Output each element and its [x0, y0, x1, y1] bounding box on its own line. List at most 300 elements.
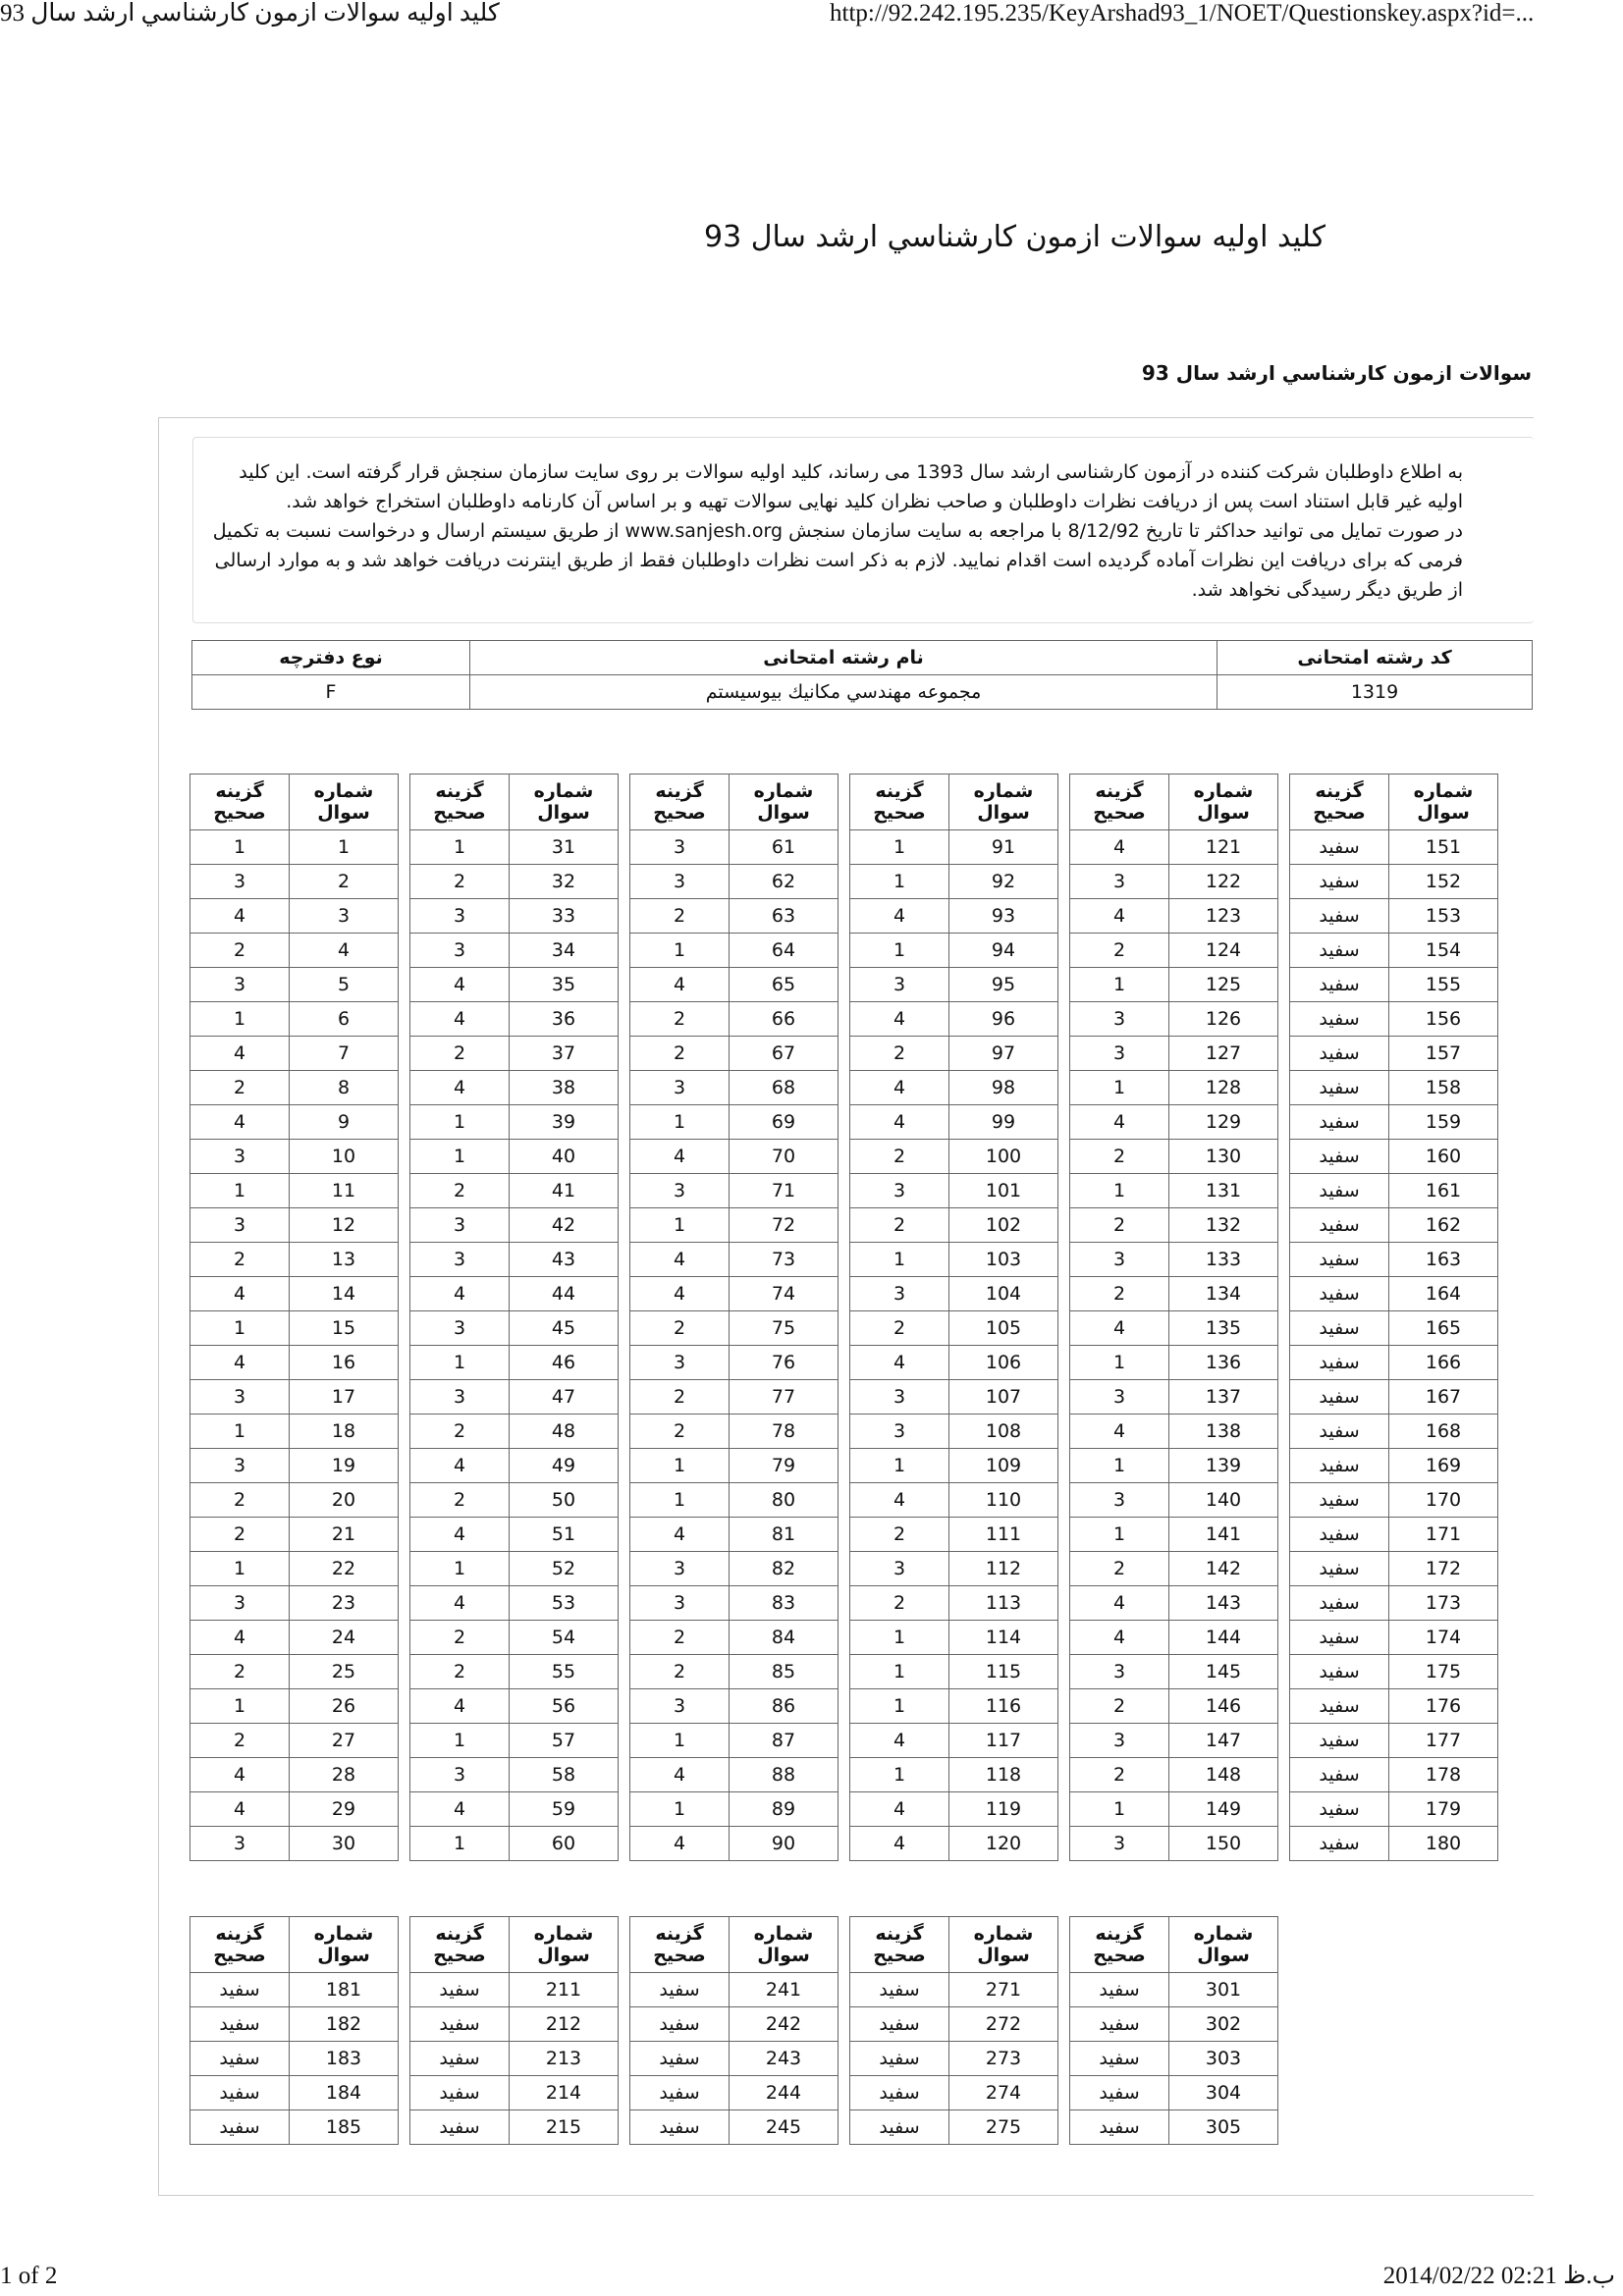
- answer-row: [1070, 934, 1278, 968]
- answer-row: [410, 1483, 619, 1518]
- correct-option: 2: [1070, 934, 1169, 968]
- correct-option: سفید: [1290, 1827, 1389, 1861]
- answer-block-2: [409, 774, 619, 1861]
- answer-row: [1290, 1140, 1498, 1174]
- correct-option: سفید: [1290, 1311, 1389, 1346]
- correct-option: 4: [1070, 1586, 1169, 1621]
- question-number: 53: [510, 1586, 619, 1621]
- answer-row: [1070, 1724, 1278, 1758]
- question-number: 148: [1169, 1758, 1278, 1792]
- question-number: 164: [1389, 1277, 1498, 1311]
- answer-row: [850, 2007, 1058, 2042]
- correct-option: 2: [410, 1037, 510, 1071]
- question-number: 58: [510, 1758, 619, 1792]
- answer-row: [410, 968, 619, 1002]
- question-number: 97: [949, 1037, 1058, 1071]
- answer-row: [630, 1415, 839, 1449]
- question-number: 140: [1169, 1483, 1278, 1518]
- question-number: 51: [510, 1518, 619, 1552]
- answer-row: [630, 1689, 839, 1724]
- correct-option: 4: [190, 1621, 290, 1655]
- question-number: 14: [290, 1277, 399, 1311]
- question-number: 132: [1169, 1208, 1278, 1243]
- correct-option: 3: [850, 968, 949, 1002]
- answer-row: [190, 2076, 399, 2110]
- answer-row: [190, 1002, 399, 1037]
- correct-option: 2: [410, 1415, 510, 1449]
- correct-option: 3: [410, 934, 510, 968]
- correct-option: 1: [630, 1449, 730, 1483]
- correct-option: سفید: [850, 1973, 949, 2007]
- question-number: 302: [1169, 2007, 1278, 2042]
- answer-row: [190, 1105, 399, 1140]
- answer-row: [1070, 2042, 1278, 2076]
- question-number: 61: [730, 830, 839, 865]
- question-number: 37: [510, 1037, 619, 1071]
- answer-row: [850, 2076, 1058, 2110]
- question-number: 45: [510, 1311, 619, 1346]
- answer-block-6: [1289, 774, 1498, 1861]
- question-number: 47: [510, 1380, 619, 1415]
- correct-option: سفید: [1070, 2076, 1169, 2110]
- question-number: 110: [949, 1483, 1058, 1518]
- correct-option: 3: [410, 1380, 510, 1415]
- question-number: 119: [949, 1792, 1058, 1827]
- question-number: 99: [949, 1105, 1058, 1140]
- correct-option: 3: [410, 1758, 510, 1792]
- correct-option: سفید: [410, 2042, 510, 2076]
- correct-option: 3: [630, 1552, 730, 1586]
- answer-row: [410, 1037, 619, 1071]
- correct-option: 3: [190, 1140, 290, 1174]
- question-number: 77: [730, 1380, 839, 1415]
- answer-row: [630, 899, 839, 934]
- answer-row: [190, 968, 399, 1002]
- question-number: 111: [949, 1518, 1058, 1552]
- correct-option: 1: [410, 1724, 510, 1758]
- correct-option: 2: [190, 1243, 290, 1277]
- correct-option: 3: [630, 1586, 730, 1621]
- question-number: 7: [290, 1037, 399, 1071]
- question-number: 153: [1389, 899, 1498, 934]
- answer-row: [850, 1758, 1058, 1792]
- question-number: 144: [1169, 1621, 1278, 1655]
- question-number: 112: [949, 1552, 1058, 1586]
- question-number: 69: [730, 1105, 839, 1140]
- answer-row: [630, 1002, 839, 1037]
- answer-block-4: [849, 774, 1058, 1861]
- question-number: 93: [949, 899, 1058, 934]
- correct-option: سفید: [1290, 1037, 1389, 1071]
- question-number: 149: [1169, 1792, 1278, 1827]
- question-number: 125: [1169, 968, 1278, 1002]
- header-correct-option: گزینه صحیح: [410, 774, 510, 830]
- answer-row: [190, 1973, 399, 2007]
- question-number: 123: [1169, 899, 1278, 934]
- correct-option: 1: [850, 1689, 949, 1724]
- question-number: 31: [510, 830, 619, 865]
- answer-row: [850, 1449, 1058, 1483]
- answer-row: [190, 1415, 399, 1449]
- question-number: 152: [1389, 865, 1498, 899]
- correct-option: 4: [850, 1724, 949, 1758]
- header-correct-option: گزینه صحیح: [410, 1917, 510, 1973]
- question-number: 213: [510, 2042, 619, 2076]
- answer-row: [630, 1071, 839, 1105]
- question-number: 57: [510, 1724, 619, 1758]
- notice-paragraph-1: به اطلاع داوطلبان شرکت کننده در آزمون کارشناسی ارشد سال 1393 می رساند، کلید اولیه سوالات بر روی سایت سازمان سنجش قرار گرفته است. این کلید اولیه غیر قابل استناد است پس از دریافت نظرات داوطلبان و صاحب نظران کلید نهایی سوالات تهیه و بر اساس آن کارنامه داوطلبان استخراج خواهد شد.: [239, 461, 1463, 512]
- question-number: 105: [949, 1311, 1058, 1346]
- correct-option: 4: [1070, 899, 1169, 934]
- correct-option: 1: [630, 1483, 730, 1518]
- answer-row: [630, 1140, 839, 1174]
- question-number: 88: [730, 1758, 839, 1792]
- correct-option: 2: [1070, 1689, 1169, 1724]
- answer-row: [1290, 1105, 1498, 1140]
- correct-option: 2: [410, 1621, 510, 1655]
- answer-row: [190, 1655, 399, 1689]
- answer-row: [1070, 1621, 1278, 1655]
- question-number: 120: [949, 1827, 1058, 1861]
- answer-row: [1290, 934, 1498, 968]
- question-number: 158: [1389, 1071, 1498, 1105]
- answer-block-9: [629, 1916, 839, 2145]
- answer-row: [1070, 2110, 1278, 2145]
- header-question-number: شماره سوال: [290, 774, 399, 830]
- correct-option: 3: [190, 1449, 290, 1483]
- correct-option: 3: [410, 1311, 510, 1346]
- answer-row: [190, 1827, 399, 1861]
- question-number: 139: [1169, 1449, 1278, 1483]
- answer-row: [1290, 1621, 1498, 1655]
- question-number: 172: [1389, 1552, 1498, 1586]
- correct-option: 3: [1070, 1037, 1169, 1071]
- answer-row: [190, 1071, 399, 1105]
- answer-row: [1290, 1071, 1498, 1105]
- question-number: 133: [1169, 1243, 1278, 1277]
- question-number: 2: [290, 865, 399, 899]
- correct-option: 1: [850, 1449, 949, 1483]
- answer-row: [630, 1311, 839, 1346]
- correct-option: 3: [630, 1071, 730, 1105]
- header-question-number: شماره سوال: [949, 1917, 1058, 1973]
- question-number: 83: [730, 1586, 839, 1621]
- answer-row: [1070, 1483, 1278, 1518]
- answer-block-5: [1069, 774, 1278, 1861]
- correct-option: 4: [190, 1277, 290, 1311]
- correct-option: 1: [410, 1346, 510, 1380]
- answer-row: [1070, 1973, 1278, 2007]
- correct-option: 1: [1070, 1071, 1169, 1105]
- question-number: 84: [730, 1621, 839, 1655]
- correct-option: سفید: [1290, 830, 1389, 865]
- correct-option: 2: [1070, 1758, 1169, 1792]
- header-exam-name: نام رشته امتحانی: [470, 641, 1217, 675]
- answer-row: [1070, 1105, 1278, 1140]
- question-number: 89: [730, 1792, 839, 1827]
- question-number: 303: [1169, 2042, 1278, 2076]
- question-number: 16: [290, 1346, 399, 1380]
- answer-block-8: [409, 1916, 619, 2145]
- correct-option: سفید: [1290, 1792, 1389, 1827]
- correct-option: 2: [630, 1311, 730, 1346]
- question-number: 104: [949, 1277, 1058, 1311]
- question-number: 151: [1389, 830, 1498, 865]
- question-number: 305: [1169, 2110, 1278, 2145]
- answer-row: [630, 1724, 839, 1758]
- answer-row: [190, 1174, 399, 1208]
- answer-block-7: [189, 1916, 399, 2145]
- answer-row: [850, 1105, 1058, 1140]
- correct-option: 3: [190, 1586, 290, 1621]
- question-number: 214: [510, 2076, 619, 2110]
- answer-row: [410, 1724, 619, 1758]
- question-number: 176: [1389, 1689, 1498, 1724]
- question-number: 184: [290, 2076, 399, 2110]
- correct-option: سفید: [1290, 1002, 1389, 1037]
- question-number: 124: [1169, 934, 1278, 968]
- correct-option: 1: [850, 934, 949, 968]
- correct-option: 3: [1070, 1724, 1169, 1758]
- question-number: 24: [290, 1621, 399, 1655]
- question-number: 244: [730, 2076, 839, 2110]
- question-number: 12: [290, 1208, 399, 1243]
- correct-option: سفید: [1290, 1346, 1389, 1380]
- answer-row: [410, 1415, 619, 1449]
- question-number: 179: [1389, 1792, 1498, 1827]
- header-question-number: شماره سوال: [510, 774, 619, 830]
- question-number: 70: [730, 1140, 839, 1174]
- question-number: 36: [510, 1002, 619, 1037]
- correct-option: 1: [1070, 1518, 1169, 1552]
- answer-row: [1070, 2076, 1278, 2110]
- question-number: 76: [730, 1346, 839, 1380]
- question-number: 211: [510, 1973, 619, 2007]
- answer-row: [850, 830, 1058, 865]
- question-number: 5: [290, 968, 399, 1002]
- correct-option: 2: [630, 1037, 730, 1071]
- answer-row: [1290, 899, 1498, 934]
- question-number: 86: [730, 1689, 839, 1724]
- question-number: 271: [949, 1973, 1058, 2007]
- answer-row: [630, 1586, 839, 1621]
- correct-option: 4: [190, 1792, 290, 1827]
- answer-row: [410, 865, 619, 899]
- question-number: 9: [290, 1105, 399, 1140]
- correct-option: 3: [410, 1208, 510, 1243]
- question-number: 27: [290, 1724, 399, 1758]
- answer-row: [850, 1243, 1058, 1277]
- header-question-number: شماره سوال: [730, 774, 839, 830]
- answer-row: [1070, 2007, 1278, 2042]
- correct-option: 4: [1070, 830, 1169, 865]
- answer-row: [850, 1792, 1058, 1827]
- correct-option: 1: [410, 830, 510, 865]
- question-number: 42: [510, 1208, 619, 1243]
- answer-row: [190, 1380, 399, 1415]
- answer-row: [410, 1449, 619, 1483]
- question-number: 106: [949, 1346, 1058, 1380]
- question-number: 81: [730, 1518, 839, 1552]
- question-number: 173: [1389, 1586, 1498, 1621]
- correct-option: 2: [630, 1002, 730, 1037]
- correct-option: 4: [410, 968, 510, 1002]
- correct-option: 4: [410, 1689, 510, 1724]
- correct-option: سفید: [1290, 934, 1389, 968]
- correct-option: 1: [1070, 1174, 1169, 1208]
- correct-option: سفید: [1290, 1518, 1389, 1552]
- answer-block-3: [629, 774, 839, 1861]
- answer-row: [850, 968, 1058, 1002]
- answer-row: [1070, 1243, 1278, 1277]
- answer-row: [410, 1243, 619, 1277]
- correct-option: سفید: [630, 2042, 730, 2076]
- answer-row: [1070, 1792, 1278, 1827]
- question-number: 54: [510, 1621, 619, 1655]
- answer-row: [630, 2007, 839, 2042]
- correct-option: 4: [630, 1277, 730, 1311]
- answer-row: [190, 1724, 399, 1758]
- answer-row: [850, 1346, 1058, 1380]
- correct-option: سفید: [410, 2007, 510, 2042]
- correct-option: 1: [410, 1552, 510, 1586]
- question-number: 44: [510, 1277, 619, 1311]
- answer-row: [190, 899, 399, 934]
- correct-option: 2: [190, 1655, 290, 1689]
- question-number: 159: [1389, 1105, 1498, 1140]
- answer-row: [1070, 1689, 1278, 1724]
- correct-option: 2: [630, 1655, 730, 1689]
- question-number: 59: [510, 1792, 619, 1827]
- answer-row: [630, 865, 839, 899]
- correct-option: 1: [1070, 1346, 1169, 1380]
- question-number: 137: [1169, 1380, 1278, 1415]
- question-number: 19: [290, 1449, 399, 1483]
- question-number: 160: [1389, 1140, 1498, 1174]
- answer-row: [850, 1415, 1058, 1449]
- correct-option: 2: [630, 899, 730, 934]
- correct-option: سفید: [1290, 1552, 1389, 1586]
- question-number: 55: [510, 1655, 619, 1689]
- correct-option: 3: [850, 1174, 949, 1208]
- answer-row: [190, 1586, 399, 1621]
- question-number: 4: [290, 934, 399, 968]
- correct-option: سفید: [1290, 1758, 1389, 1792]
- header-correct-option: گزینه صحیح: [850, 1917, 949, 1973]
- answer-row: [850, 1037, 1058, 1071]
- correct-option: 4: [630, 1758, 730, 1792]
- answer-row: [850, 1621, 1058, 1655]
- answer-row: [410, 1655, 619, 1689]
- question-number: 215: [510, 2110, 619, 2145]
- correct-option: سفید: [1290, 1415, 1389, 1449]
- answer-row: [1290, 1689, 1498, 1724]
- correct-option: 4: [190, 899, 290, 934]
- answer-row: [850, 1071, 1058, 1105]
- answer-row: [410, 2042, 619, 2076]
- answer-row: [410, 830, 619, 865]
- answer-row: [410, 2007, 619, 2042]
- correct-option: سفید: [1290, 1174, 1389, 1208]
- correct-option: 3: [630, 1689, 730, 1724]
- question-number: 185: [290, 2110, 399, 2145]
- answer-row: [190, 2007, 399, 2042]
- correct-option: سفید: [850, 2042, 949, 2076]
- answer-row: [1290, 1311, 1498, 1346]
- correct-option: سفید: [190, 2007, 290, 2042]
- question-number: 13: [290, 1243, 399, 1277]
- question-number: 168: [1389, 1415, 1498, 1449]
- answer-row: [630, 1037, 839, 1071]
- header-correct-option: گزینه صحیح: [190, 1917, 290, 1973]
- correct-option: سفید: [190, 2110, 290, 2145]
- question-number: 154: [1389, 934, 1498, 968]
- answer-row: [850, 1002, 1058, 1037]
- question-number: 56: [510, 1689, 619, 1724]
- correct-option: 3: [1070, 1655, 1169, 1689]
- correct-option: سفید: [850, 2007, 949, 2042]
- question-number: 116: [949, 1689, 1058, 1724]
- answer-row: [1290, 1586, 1498, 1621]
- answer-row: [410, 934, 619, 968]
- question-number: 147: [1169, 1724, 1278, 1758]
- header-booklet-type: نوع دفترچه: [192, 641, 470, 675]
- answer-row: [410, 1827, 619, 1861]
- header-correct-option: گزینه صحیح: [1070, 1917, 1169, 1973]
- question-number: 29: [290, 1792, 399, 1827]
- question-number: 92: [949, 865, 1058, 899]
- answer-row: [850, 1483, 1058, 1518]
- answer-row: [190, 1208, 399, 1243]
- question-number: 100: [949, 1140, 1058, 1174]
- question-number: 78: [730, 1415, 839, 1449]
- question-number: 131: [1169, 1174, 1278, 1208]
- question-number: 35: [510, 968, 619, 1002]
- correct-option: 4: [630, 1827, 730, 1861]
- question-number: 34: [510, 934, 619, 968]
- answer-row: [630, 1380, 839, 1415]
- correct-option: سفید: [630, 1973, 730, 2007]
- correct-option: 1: [630, 1724, 730, 1758]
- answer-row: [850, 1827, 1058, 1861]
- answer-row: [190, 1037, 399, 1071]
- page-title: كليد اوليه سوالات ازمون كارشناسي ارشد سال 93: [704, 220, 1325, 254]
- answer-row: [850, 1655, 1058, 1689]
- answer-row: [1290, 1208, 1498, 1243]
- answer-row: [410, 1689, 619, 1724]
- answer-row: [190, 1140, 399, 1174]
- answer-row: [630, 830, 839, 865]
- correct-option: 3: [630, 1346, 730, 1380]
- question-number: 136: [1169, 1346, 1278, 1380]
- answer-row: [190, 865, 399, 899]
- question-number: 134: [1169, 1277, 1278, 1311]
- answer-row: [410, 1380, 619, 1415]
- answer-row: [410, 899, 619, 934]
- answer-row: [1070, 1449, 1278, 1483]
- answer-row: [410, 2110, 619, 2145]
- exam-code-value: 1319: [1217, 675, 1533, 710]
- question-number: 272: [949, 2007, 1058, 2042]
- answer-row: [190, 1449, 399, 1483]
- question-number: 145: [1169, 1655, 1278, 1689]
- question-number: 18: [290, 1415, 399, 1449]
- answer-row: [1070, 1827, 1278, 1861]
- booklet-type-value: F: [192, 675, 470, 710]
- correct-option: 1: [850, 865, 949, 899]
- correct-option: 3: [630, 830, 730, 865]
- answer-row: [1070, 1346, 1278, 1380]
